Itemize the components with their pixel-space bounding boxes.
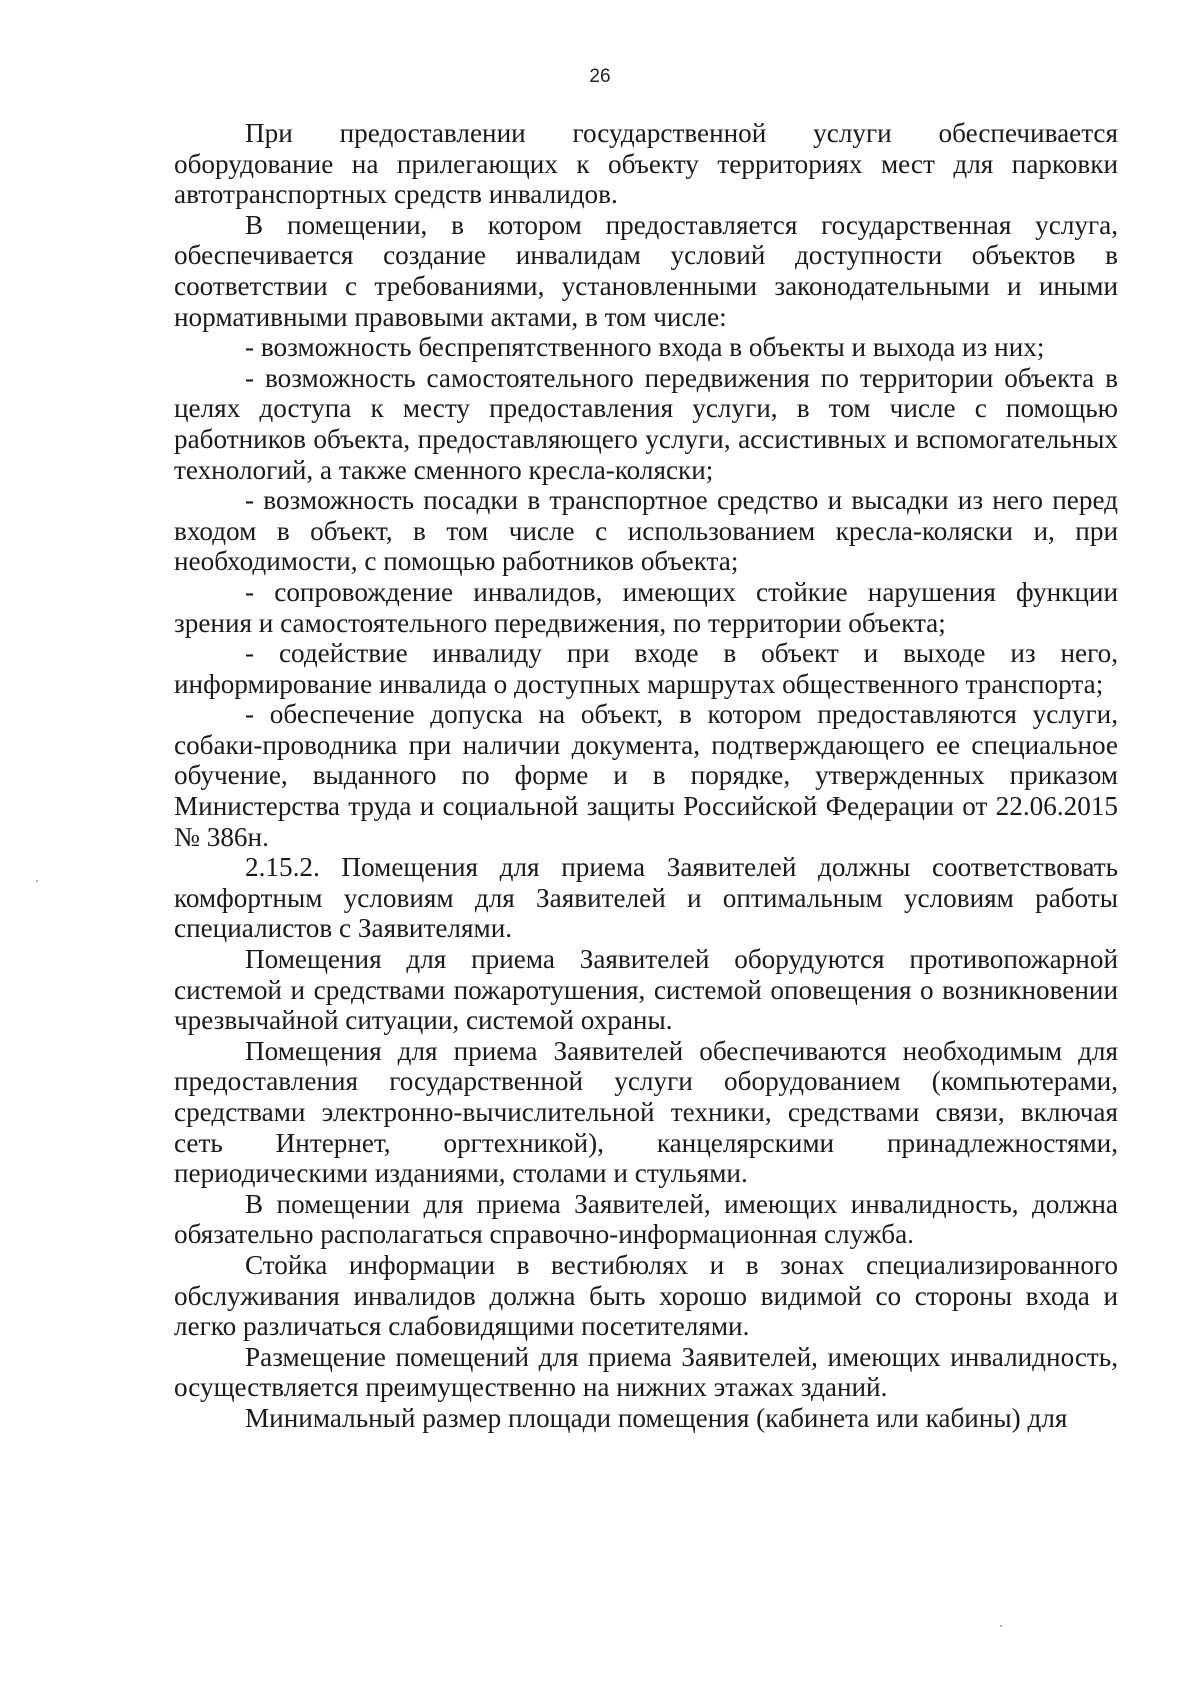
document-body [174, 118, 1118, 1434]
paragraph-equipment: Помещения для приема Заявителей обеспечиваются необходимым для предоставления государственной услуги оборудованием (компьютерами, средствами электронно-вычислительной техники, средствами связи, включая сеть Интернет, оргтехникой), канцелярскими принадлежностями, периодическими изданиями, столами и стульями. [174, 1035, 1118, 1189]
paragraph-min-area: Минимальный размер площади помещения (кабинета или кабины) для [245, 1402, 1068, 1433]
paragraph-info-desk: Стойка информации в вестибюлях и в зонах специализированного обслуживания инвалидов должна быть хорошо видимой со стороны входа и легко различаться слабовидящими посетителями. [174, 1249, 1118, 1342]
list-item-assistance: - содействие инвалиду при входе в объект и выходе из него, информирование инвалида о доступных маршрутах общественного транспорта; [174, 638, 1118, 699]
list-item-guide-dog: - обеспечение допуска на объект, в котором предоставляются услуги, собаки-проводника при наличии документа, подтверждающего ее специальное обучение, выданного по форме и в порядке, утвержденных приказом Министерства труда и социальной защиты Российской Федерации от 22.06.2015 № 386н. [174, 699, 1118, 852]
paragraph-fire-safety: Помещения для приема Заявителей оборудуются противопожарной системой и средствами пожаротушения, системой оповещения о возникновении чрезвычайной ситуации, системой охраны. [174, 944, 1118, 1036]
paragraph-parking: При предоставлении государственной услуги обеспечивается оборудование на прилегающих к объекту территориях мест для парковки автотранспортных средств инвалидов. [174, 118, 1118, 210]
scan-speck [1000, 1625, 1002, 1627]
page-number: 26 [589, 66, 611, 87]
paragraph-info-service: В помещении для приема Заявителей, имеющих инвалидность, должна обязательно располагаться справочно-информационная служба. [174, 1188, 1118, 1250]
list-item-movement: - возможность самостоятельного передвижения по территории объекта в целях доступа к месту предоставления услуги, в том числе с помощью работников объекта, предоставляющего услуги, ассистивных и вспомогательных технологий, а также сменного кресла-коляски; [174, 362, 1118, 485]
list-item-vehicle-boarding: - возможность посадки в транспортное средство и высадки из него перед входом в объект, в том числе с использованием кресла-коляски и, при необходимости, с помощью работников объекта; [174, 485, 1118, 577]
scan-speck [36, 880, 38, 882]
list-item-escort: - сопровождение инвалидов, имеющих стойкие нарушения функции зрения и самостоятельного передвижения, по территории объекта; [174, 576, 1118, 638]
paragraph-accessibility-intro: В помещении, в котором предоставляется государственная услуга, обеспечивается создание инвалидам условий доступности объектов в соответствии с требованиями, установленными законодательными и иными нормативными правовыми актами, в том числе: [174, 209, 1118, 332]
paragraph-ground-floor: Размещение помещений для приема Заявителей, имеющих инвалидность, осуществляется преимущественно на нижних этажах зданий. [174, 1341, 1118, 1403]
list-item-entrance: - возможность беспрепятственного входа в объекты и выхода из них; [245, 332, 1045, 363]
paragraph-section-2-15-2: 2.15.2. Помещения для приема Заявителей должны соответствовать комфортным условиям для Заявителей и оптимальным условиям работы специалистов с Заявителями. [174, 852, 1118, 944]
